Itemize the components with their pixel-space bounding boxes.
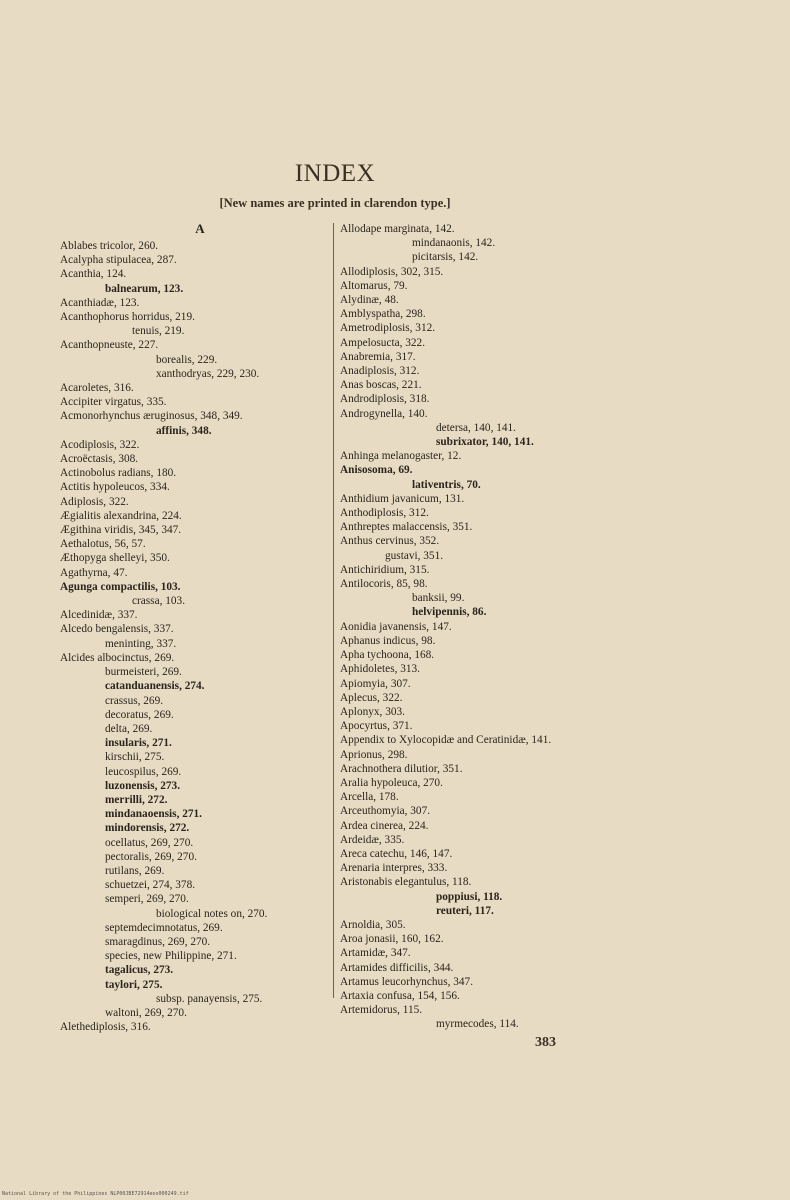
index-entry: Acaroletes, 316. — [60, 382, 134, 395]
index-entry: kirschii, 275. — [105, 751, 165, 764]
index-entry: meninting, 337. — [105, 637, 177, 650]
section-letter: A — [195, 221, 205, 236]
index-entry: Acmonorhynchus æruginosus, 348, 349. — [60, 410, 243, 423]
index-entry: detersa, 140, 141. — [436, 421, 516, 434]
index-entry: Artemidorus, 115. — [340, 1004, 423, 1017]
index-entry: subrixator, 140, 141. — [436, 436, 534, 449]
index-entry: Acalypha stipulacea, 287. — [60, 254, 177, 267]
index-entry: Appendix to Xylocopidæ and Ceratinidæ, 141. — [340, 734, 552, 747]
index-entry: picitarsis, 142. — [412, 251, 479, 264]
index-entry: Amblyspatha, 298. — [340, 308, 426, 321]
index-entry: mindanaonis, 142. — [412, 237, 496, 250]
index-entry: lativentris, 70. — [412, 478, 481, 491]
index-entry: Anabremia, 317. — [340, 350, 416, 363]
index-entry: Altomarus, 79. — [340, 279, 408, 292]
index-entry: Anisosoma, 69. — [340, 464, 413, 477]
index-entry: Areca catechu, 146, 147. — [340, 847, 453, 860]
index-entry: biological notes on, 270. — [156, 907, 268, 920]
index-entry: Alcedo bengalensis, 337. — [60, 623, 174, 636]
index-entry: smaragdinus, 269, 270. — [105, 935, 211, 948]
page-title: INDEX — [294, 160, 376, 187]
index-entry: Ablabes tricolor, 260. — [60, 240, 159, 252]
index-entry: gustavi, 351. — [385, 549, 444, 562]
index-entry: Androgynella, 140. — [340, 407, 428, 420]
index-entry: mindanaoensis, 271. — [105, 808, 202, 821]
index-entry: rutilans, 269. — [105, 864, 165, 877]
index-entry: Antilocoris, 85, 98. — [340, 578, 428, 591]
index-entry: ocellatus, 269, 270. — [105, 836, 194, 849]
index-entry: myrmecodes, 114. — [436, 1018, 519, 1031]
index-entry: Androdiplosis, 318. — [340, 393, 430, 406]
right-column — [340, 222, 660, 1032]
index-entry: Allodiplosis, 302, 315. — [340, 265, 444, 278]
index-entry: Accipiter virgatus, 335. — [60, 396, 167, 409]
index-entry: Alydinæ, 48. — [340, 294, 399, 307]
index-entry: Acanthiadæ, 123. — [60, 296, 140, 309]
index-entry: helvipennis, 86. — [412, 606, 487, 619]
index-entry: borealis, 229. — [156, 353, 218, 366]
index-entry: Aonidia javanensis, 147. — [340, 620, 452, 633]
index-entry: tenuis, 219. — [132, 325, 185, 338]
index-entry: decoratus, 269. — [105, 708, 174, 721]
index-entry: banksii, 99. — [412, 592, 465, 605]
index-entry: Arcella, 178. — [340, 791, 399, 804]
index-entry: Arnoldia, 305. — [340, 918, 406, 931]
index-entry: catanduanensis, 274. — [105, 680, 205, 693]
index-entry: Alcides albocinctus, 269. — [60, 651, 175, 664]
scan-footer: National Library of the Philippines NLP00JBE72914eos000249.tif — [2, 1191, 189, 1197]
index-entry: Agunga compactilis, 103. — [60, 580, 181, 593]
index-entry: Acanthopneuste, 227. — [60, 339, 159, 352]
index-entry: Anthidium javanicum, 131. — [340, 492, 465, 505]
left-column — [60, 222, 330, 1034]
index-entry: Aphanus indicus, 98. — [340, 634, 436, 647]
index-entry: merrilli, 272. — [105, 793, 168, 806]
index-entry: Apiomyia, 307. — [340, 677, 411, 690]
page-number: 383 — [535, 1035, 556, 1050]
index-entry: burmeisteri, 269. — [105, 666, 182, 679]
index-entry: Anthodiplosis, 312. — [340, 507, 429, 520]
index-entry: Aristonabis elegantulus, 118. — [340, 876, 472, 889]
index-entry: Acanthophorus horridus, 219. — [60, 311, 195, 324]
index-entry: tagalicus, 273. — [105, 964, 174, 977]
index-entry: Apocyrtus, 371. — [340, 720, 413, 733]
index-entry: crassus, 269. — [105, 694, 164, 707]
index-entry: septemdecimnotatus, 269. — [105, 921, 223, 934]
index-entry: Ægialitis alexandrina, 224. — [60, 509, 182, 522]
index-entry: Aphidoletes, 313. — [340, 663, 421, 676]
index-entry: Ampelosucta, 322. — [340, 336, 426, 349]
index-entry: reuteri, 117. — [436, 904, 494, 917]
index-entry: Arachnothera dilutior, 351. — [340, 762, 463, 775]
index-entry: Arenaria interpres, 333. — [340, 862, 448, 875]
index-entry: pectoralis, 269, 270. — [105, 850, 197, 863]
index-entry: Ægithina viridis, 345, 347. — [60, 524, 182, 537]
index-entry: Anadiplosis, 312. — [340, 365, 420, 378]
index-entry: Aethalotus, 56, 57. — [60, 538, 146, 551]
index-entry: Apha tychoona, 168. — [340, 649, 435, 662]
index-entry: Allodape marginata, 142. — [340, 223, 455, 235]
index-entry: semperi, 269, 270. — [105, 893, 189, 906]
index-entry: Adiplosis, 322. — [60, 495, 129, 508]
index-entry: Alethediplosis, 316. — [60, 1021, 151, 1034]
index-entry: luzonensis, 273. — [105, 779, 181, 792]
index-entry: schuetzei, 274, 378. — [105, 879, 196, 892]
index-entry: Aplonyx, 303. — [340, 705, 405, 718]
index-entry: Artaxia confusa, 154, 156. — [340, 989, 460, 1002]
column-divider — [333, 223, 334, 998]
index-entry: balnearum, 123. — [105, 282, 184, 295]
index-entry: Aplecus, 322. — [340, 691, 403, 704]
index-entry: species, new Philippine, 271. — [105, 950, 237, 963]
index-entry: delta, 269. — [105, 722, 153, 735]
index-entry: Alcedinidæ, 337. — [60, 609, 138, 622]
index-entry: xanthodryas, 229, 230. — [156, 367, 260, 380]
index-entry: Acodiplosis, 322. — [60, 438, 140, 451]
index-entry: poppiusi, 118. — [436, 890, 503, 903]
index-entry: Arceuthomyia, 307. — [340, 805, 431, 818]
index-entry: insularis, 271. — [105, 737, 172, 750]
index-entry: mindorensis, 272. — [105, 822, 190, 835]
index-entry: Aprionus, 298. — [340, 748, 408, 761]
index-entry: Anhinga melanogaster, 12. — [340, 450, 462, 463]
index-entry: leucospilus, 269. — [105, 765, 182, 778]
index-entry: affinis, 348. — [156, 424, 212, 437]
index-entry: Æthopyga shelleyi, 350. — [60, 552, 170, 565]
index-entry: Artamus leucorhynchus, 347. — [340, 975, 474, 988]
index-entry: Ametrodiplosis, 312. — [340, 322, 436, 335]
index-entry: Agathyrna, 47. — [60, 566, 128, 579]
index-entry: subsp. panayensis, 275. — [156, 992, 263, 1005]
index-entry: Ardeidæ, 335. — [340, 833, 405, 846]
index-entry: Acanthia, 124. — [60, 268, 127, 281]
index-entry: Aroa jonasii, 160, 162. — [340, 933, 444, 946]
page-subtitle: [New names are printed in clarendon type.] — [219, 196, 451, 210]
index-entry: Artamidæ, 347. — [340, 947, 411, 960]
index-entry: Anas boscas, 221. — [340, 379, 422, 392]
index-entry: waltoni, 269, 270. — [105, 1006, 187, 1019]
index-entry: Aralia hypoleuca, 270. — [340, 776, 443, 789]
index-entry: Actitis hypoleucos, 334. — [60, 481, 170, 494]
index-entry: taylori, 275. — [105, 978, 163, 991]
index-entry: crassa, 103. — [132, 595, 186, 608]
index-entry: Acroëctasis, 308. — [60, 453, 139, 466]
index-entry: Ardea cinerea, 224. — [340, 819, 429, 832]
index-entry: Artamides difficilis, 344. — [340, 961, 454, 974]
index-entry: Actinobolus radians, 180. — [60, 467, 177, 480]
index-entry: Anthus cervinus, 352. — [340, 535, 440, 548]
index-entry: Antichiridium, 315. — [340, 563, 430, 576]
index-entry: Anthreptes malaccensis, 351. — [340, 521, 473, 534]
